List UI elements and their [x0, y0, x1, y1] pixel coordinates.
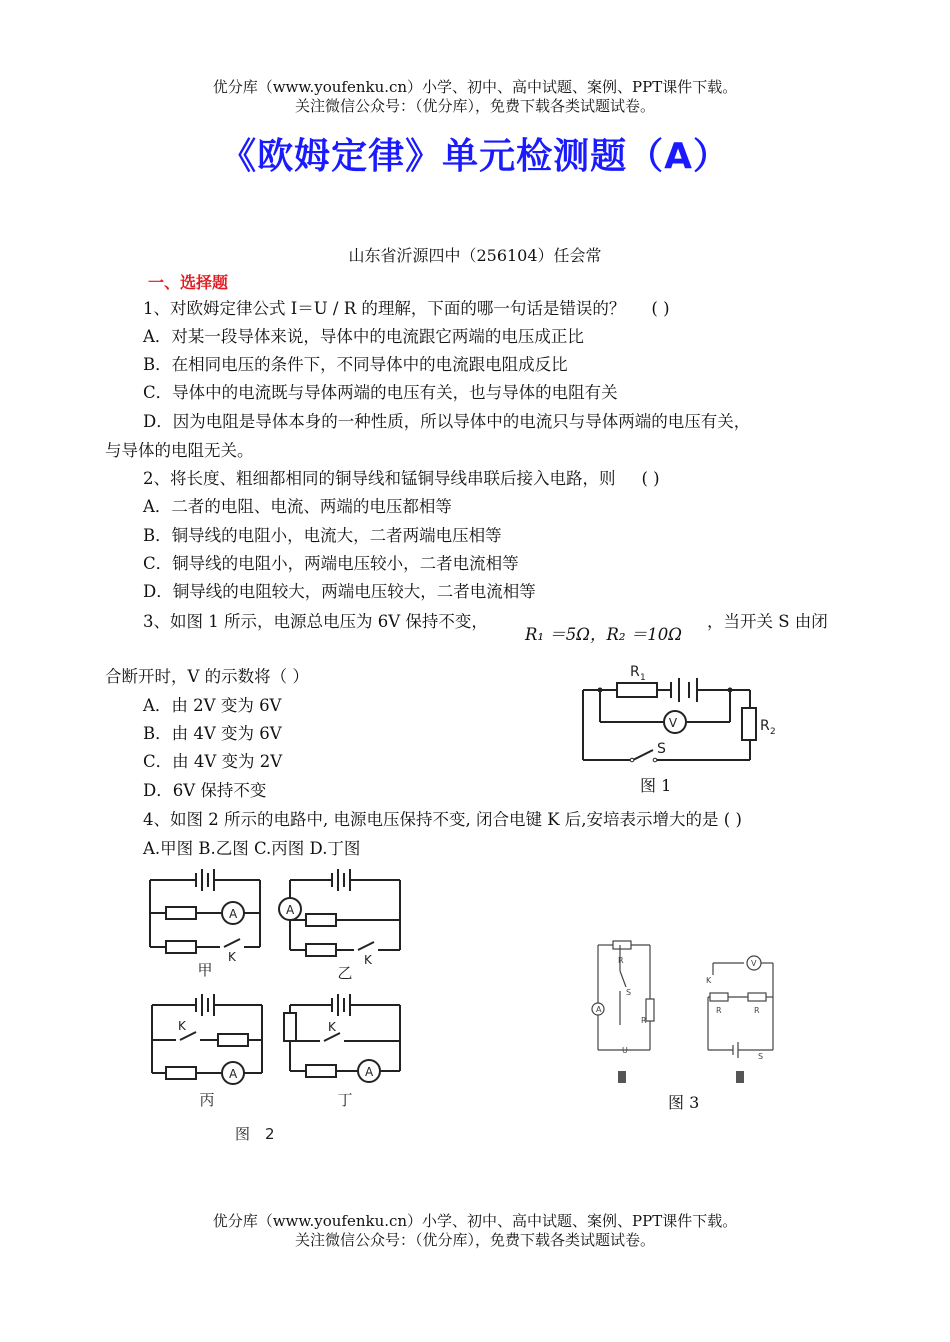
figure-2-label-bing: 丙: [199, 1091, 215, 1109]
svg-text:R: R: [618, 956, 624, 965]
svg-text:K: K: [706, 976, 712, 985]
svg-text:A: A: [596, 1005, 602, 1014]
q3-option-b: B．由 4V 变为 6V: [143, 724, 282, 743]
svg-text:R: R: [630, 664, 640, 680]
svg-text:V: V: [751, 959, 757, 968]
svg-text:K: K: [364, 953, 372, 967]
svg-text:R: R: [760, 718, 770, 734]
q1-option-d: D．因为电阻是导体本身的一种性质，所以导体中的电流只与导体两端的电压有关，: [143, 412, 751, 431]
q3-option-d: D．6V 保持不变: [143, 781, 267, 800]
svg-text:R: R: [641, 1016, 647, 1025]
q1-option-d-cont: 与导体的电阻无关。: [105, 441, 254, 460]
q4-options: A.甲图 B.乙图 C.丙图 D.丁图: [143, 839, 361, 858]
q2-option-c: C．铜导线的电阻小，两端电压较小，二者电流相等: [143, 554, 519, 573]
svg-text:A: A: [229, 1067, 238, 1081]
q3-stem-tail: ，当开关 S 由闭: [707, 612, 828, 631]
q3-option-c: C．由 4V 变为 2V: [143, 752, 283, 771]
svg-text:K: K: [228, 950, 236, 964]
figure-2-label-yi: 乙: [337, 964, 353, 982]
page-title: 《欧姆定律》单元检测题（A）: [220, 136, 730, 177]
svg-text:2: 2: [770, 727, 776, 737]
q3-option-a: A．由 2V 变为 6V: [143, 696, 282, 715]
figure-2-circuits: [140, 865, 420, 1155]
q3-stem-cont: 合断开时，V 的示数将（ ）: [105, 667, 309, 686]
svg-text:S: S: [626, 988, 632, 997]
figure-1-circuit: [575, 658, 790, 768]
svg-text:S: S: [758, 1052, 764, 1061]
q3-stem: 3、如图 1 所示，电源总电压为 6V 保持不变，: [143, 612, 488, 631]
svg-text:U: U: [622, 1046, 628, 1055]
q3-formula: R₁ ＝5Ω，R₂ ＝10Ω: [525, 625, 682, 644]
q2-stem: 2、将长度、粗细都相同的铜导线和锰铜导线串联后接入电路，则 ( ): [143, 469, 660, 488]
figure-2-caption: 图 2: [235, 1125, 275, 1143]
figure-2-label-ding: 丁: [337, 1091, 353, 1109]
q1-stem: 1、对欧姆定律公式 I＝U / R 的理解，下面的哪一句话是错误的？ ( ): [143, 299, 670, 318]
q2-option-a: A．二者的电阻、电流、两端的电压都相等: [143, 497, 452, 516]
svg-text:V: V: [668, 716, 678, 730]
q1-option-a: A．对某一段导体来说，导体中的电流跟它两端的电压成正比: [143, 327, 584, 346]
header-line-1: 优分库（www.youfenku.cn）小学、初中、高中试题、案例、PPT课件下载。: [212, 78, 738, 96]
figure-1-caption: 图 1: [640, 776, 672, 795]
svg-text:A: A: [365, 1065, 374, 1079]
svg-text:S: S: [657, 741, 666, 757]
svg-text:K: K: [178, 1019, 186, 1033]
q4-stem: 4、如图 2 所示的电路中, 电源电压保持不变, 闭合电键 K 后,安培表示增大的是 ( ): [143, 810, 742, 829]
q1-option-b: B．在相同电压的条件下，不同导体中的电流跟电阻成反比: [143, 355, 568, 374]
q1-option-c: C．导体中的电流既与导体两端的电压有关，也与导体的电阻有关: [143, 383, 618, 402]
svg-text:R: R: [754, 1006, 760, 1015]
svg-text:A: A: [286, 903, 295, 917]
section-heading-choice: 一、选择题: [148, 273, 229, 292]
footer-line-1: 优分库（www.youfenku.cn）小学、初中、高中试题、案例、PPT课件下载。: [212, 1212, 738, 1230]
svg-text:R: R: [716, 1006, 722, 1015]
svg-text:A: A: [229, 907, 238, 921]
q2-option-d: D．铜导线的电阻较大，两端电压较大，二者电流相等: [143, 582, 536, 601]
header-line-2: 关注微信公众号：（优分库），免费下载各类试题试卷。: [294, 97, 655, 115]
svg-text:K: K: [328, 1020, 336, 1034]
figure-2-label-jia: 甲: [197, 961, 213, 979]
author-line: 山东省沂源四中（256104）任会常: [348, 246, 602, 265]
footer-line-2: 关注微信公众号：（优分库），免费下载各类试题试卷。: [294, 1231, 655, 1249]
figure-3-caption: 图 3: [668, 1093, 700, 1112]
q2-option-b: B．铜导线的电阻小，电流大，二者两端电压相等: [143, 526, 502, 545]
svg-text:1: 1: [640, 673, 646, 683]
figure-3-circuits: [588, 935, 778, 1085]
